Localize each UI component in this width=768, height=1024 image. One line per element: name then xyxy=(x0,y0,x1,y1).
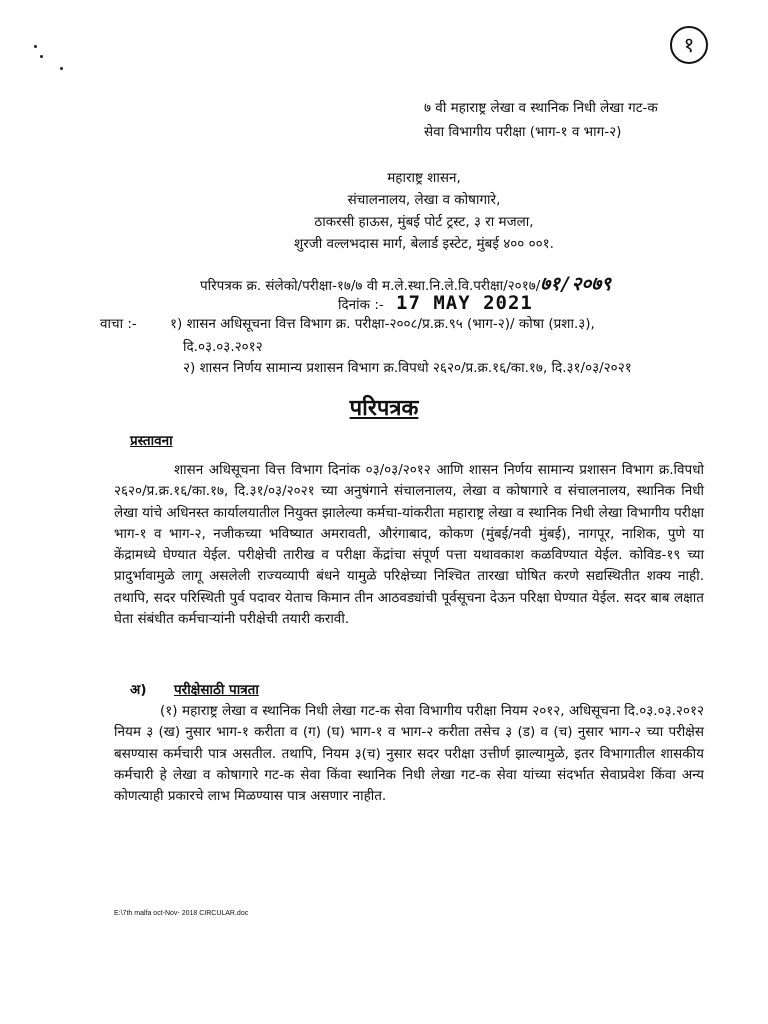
address-line3: ठाकरसी हाऊस, मुंबई पोर्ट ट्रस्ट, ३ रा मजला, xyxy=(314,214,534,230)
address-line1: महाराष्ट्र शासन, xyxy=(387,170,461,186)
document-title: परिपत्रक xyxy=(349,396,419,421)
footer-file-path: E:\7th malfa oct-Nov- 2018 CIRCULAR.doc xyxy=(114,910,249,917)
preamble-heading: प्रस्तावना xyxy=(130,433,173,449)
exam-title-line2: सेवा विभागीय परीक्षा (भाग-१ व भाग-२) xyxy=(424,124,622,140)
address-line2: संचालनालय, लेखा व कोषागारे, xyxy=(347,192,501,208)
address-line4: शुरजी वल्लभदास मार्ग, बेलार्ड इस्टेट, मुंबई ४०० ००१. xyxy=(294,236,554,252)
circular-number-handwritten: ७१/२०७९ xyxy=(540,273,612,295)
section-a-heading: परीक्षेसाठी पात्रता xyxy=(174,682,259,698)
page-number: १ xyxy=(670,26,708,64)
section-a-marker: अ) xyxy=(130,682,147,698)
references-label: वाचा :- xyxy=(100,316,137,332)
date-label: दिनांक :- xyxy=(338,297,384,313)
scan-speck xyxy=(34,45,37,48)
exam-title-line1: ७ वी महाराष्ट्र लेखा व स्थानिक निधी लेखा गट-क xyxy=(424,100,658,116)
reference-1-line1: १) शासन अधिसूचना वित्त विभाग क्र. परीक्षा-२००८/प्र.क्र.९५ (भाग-२)/ कोषा (प्रशा.३), xyxy=(170,316,595,332)
scan-speck xyxy=(40,55,43,58)
preamble-text: शासन अधिसूचना वित्त विभाग दिनांक ०३/०३/२०१२ आणि शासन निर्णय सामान्य प्रशासन विभाग क्र.विपधो २६२०/प्र.क्र.१६/का.१७, दि.३१/०३/२०२१ च्या अनुषंगाने संचालनालय, लेखा व कोषागारे व संचालनालय, स्थानिक निधी लेखा यांचे अधिनस्त कार्यालयातील नियुक्त झालेल्या कर्मचा-यांकरीता महाराष्ट्र लेखा व स्थानिक निधी लेखा विभागीय परीक्षा भाग-१ व भाग-२, नजीकच्या भविष्यात अमरावती, औरंगाबाद, कोकण (मुंबई/नवी मुंबई), नागपूर, नाशिक, पुणे या केंद्रामध्ये घेण्यात येईल. परीक्षेची तारीख व परीक्षा केंद्रांचा संपूर्ण पत्ता यथावकाश कळविण्यात येईल. कोविड-१९ च्या प्रादुर्भावामुळे लागू असलेली राज्यव्यापी बंधने यामुळे परिक्षेच्या निश्चित तारखा घोषित करणे सद्यस्थितीत शक्य नाही. तथापि, सदर परिस्थिती पुर्व पदावर येताच किमान तीन आठवड्यांची पूर्वसूचना देऊन परिक्षा घेण्यात येईल. सदर बाब लक्षात घेता संबंधीत कर्मचाऱ्यांनी परीक्षेची तयारी करावी. xyxy=(114,462,704,628)
date-line xyxy=(338,292,533,314)
circular-number-label: परिपत्रक क्र. संलेको/परीक्षा-१७/७ वी म.ले.स्था.नि.ले.वि.परीक्षा/२०१७/ xyxy=(200,278,541,294)
reference-1-line2: दि.०३.०३.२०१२ xyxy=(183,339,263,355)
section-a-text: (१) महाराष्ट्र लेखा व स्थानिक निधी लेखा गट-क सेवा विभागीय परीक्षा नियम २०१२, अधिसूचना दि.०३.०३.२०१२ नियम ३ (ख) नुसार भाग-१ करीता व (ग) (घ) भाग-१ व भाग-२ करीता तसेच ३ (ड) व (च) नुसार भाग-२ च्या परीक्षेस बसण्यास कर्मचारी पात्र असतील. तथापि, नियम ३(च) नुसार सदर परीक्षा उत्तीर्ण झाल्यामुळे, इतर विभागातील शासकीय कर्मचारी हे लेखा व कोषागारे गट-क सेवा किंवा स्थानिक निधी लेखा गट-क सेवा यांच्या संदर्भात सेवाप्रवेश किंवा अन्य कोणत्याही प्रकारचे लाभ मिळण्यास पात्र असणार नाहीत. xyxy=(114,703,704,805)
date-stamp: 17 MAY 2021 xyxy=(396,292,533,314)
section-a-paragraph xyxy=(114,701,704,807)
scan-speck xyxy=(60,67,63,70)
reference-2: २) शासन निर्णय सामान्य प्रशासन विभाग क्र.विपधो २६२०/प्र.क्र.१६/का.१७, दि.३१/०३/२०२१ xyxy=(183,360,632,376)
preamble-paragraph xyxy=(114,460,704,630)
